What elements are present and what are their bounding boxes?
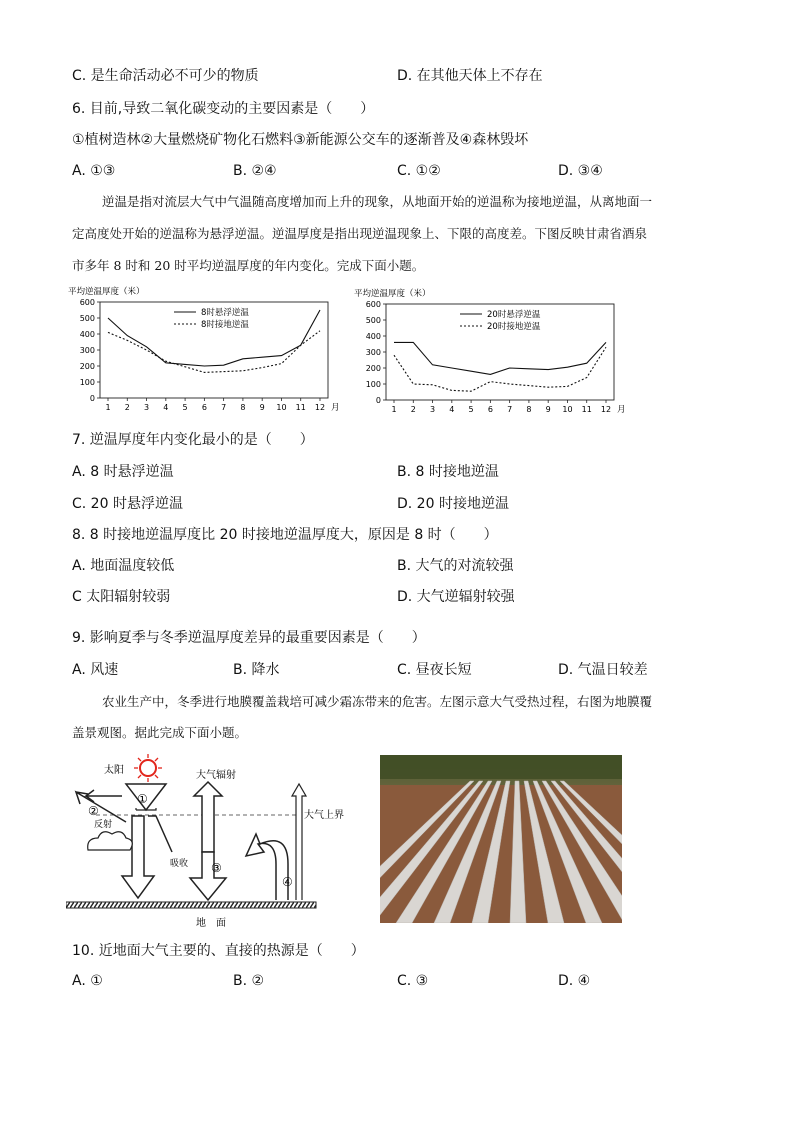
- question-6-items: ①植树造林②大量燃烧矿物化石燃料③新能源公交车的逐渐普及④森林毁坏: [72, 132, 529, 148]
- atm-radiation-down-arrow: [190, 852, 226, 900]
- x-tick-label: 1: [105, 403, 111, 412]
- q8-option-c: C 太阳辐射较弱: [72, 589, 171, 605]
- label-3: ③: [211, 861, 222, 875]
- y-tick-label: 200: [79, 362, 95, 371]
- y-tick-label: 400: [365, 332, 381, 341]
- x-unit-label: 月: [617, 405, 626, 415]
- sun-icon: [134, 754, 162, 782]
- q7-option-c: C. 20 时悬浮逆温: [72, 496, 183, 512]
- y-tick-label: 600: [79, 298, 95, 307]
- x-tick-label: 5: [182, 403, 188, 412]
- y-tick-label: 0: [375, 396, 381, 405]
- x-tick-label: 11: [295, 403, 306, 412]
- x-tick-label: 4: [163, 403, 169, 412]
- atmosphere-heating-diagram: [66, 752, 376, 932]
- x-tick-label: 10: [276, 403, 287, 412]
- q9-option-d: D. 气温日较差: [558, 662, 648, 678]
- y-tick-label: 0: [89, 394, 95, 403]
- question-9-stem: 9. 影响夏季与冬季逆温厚度差异的最重要因素是（ ）: [72, 630, 426, 646]
- x-tick-label: 9: [259, 403, 265, 412]
- y-tick-label: 600: [365, 300, 381, 309]
- x-tick-label: 9: [545, 405, 551, 414]
- atm-radiation-up-arrow: [194, 782, 222, 852]
- passage-1-line-3: 市多年 8 时和 20 时平均逆温厚度的年内变化。完成下面小题。: [72, 258, 425, 273]
- y-axis-label: 平均逆温厚度（米）: [68, 287, 145, 297]
- legend-label-1: 8时悬浮逆温: [201, 308, 249, 318]
- absorb-label: 吸收: [170, 859, 189, 869]
- passage-2-line-1: 农业生产中，冬季进行地膜覆盖栽培可减少霜冻带来的危害。左图示意大气受热过程，右图为地膜覆: [102, 694, 653, 709]
- y-tick-label: 200: [365, 364, 381, 373]
- q8-option-b: B. 大气的对流较强: [397, 558, 514, 574]
- q10-option-d: D. ④: [558, 973, 591, 989]
- x-tick-label: 8: [526, 405, 532, 414]
- x-tick-label: 6: [201, 403, 207, 412]
- x-tick-label: 7: [507, 405, 513, 414]
- label-4: ④: [282, 875, 293, 889]
- question-10-stem: 10. 近地面大气主要的、直接的热源是（ ）: [72, 943, 365, 959]
- x-tick-label: 5: [468, 405, 474, 414]
- x-tick-label: 3: [429, 405, 436, 414]
- plastic-mulch-photo: [380, 755, 622, 923]
- q6-option-c: C. ①②: [397, 163, 441, 179]
- passage-1-line-1: 逆温是指对流层大气中气温随高度增加而上升的现象，从地面开始的逆温称为接地逆温，从离地面一: [102, 194, 653, 209]
- legend-label-1: 20时悬浮逆温: [487, 310, 541, 320]
- q7-option-b: B. 8 时接地逆温: [397, 464, 499, 480]
- option-c: C. 是生命活动必不可少的物质: [72, 68, 259, 84]
- x-tick-label: 1: [391, 405, 397, 414]
- x-tick-label: 12: [314, 403, 326, 412]
- q7-option-a: A. 8 时悬浮逆温: [72, 464, 174, 480]
- series-line-1: [108, 310, 320, 366]
- x-tick-label: 2: [124, 403, 130, 412]
- sun-label: 太阳: [104, 765, 124, 776]
- q10-option-b: B. ②: [233, 973, 265, 989]
- x-tick-label: 4: [449, 405, 455, 414]
- legend-label-2: 20时接地逆温: [487, 322, 541, 332]
- passage-2-line-2: 盖景观图。据此完成下面小题。: [72, 725, 248, 740]
- ground-solar-arrow: [122, 816, 154, 898]
- x-tick-label: 3: [143, 403, 150, 412]
- legend-label-2: 8时接地逆温: [201, 320, 249, 330]
- series-line-1: [394, 342, 606, 374]
- chart-8h-inversion: [66, 284, 346, 416]
- passage-1-line-2: 定高度处开始的逆温称为悬浮逆温。逆温厚度是指出现逆温现象上、下限的高度差。下图反映甘肃省酒泉: [72, 226, 648, 241]
- chart-20h-inversion: [352, 286, 632, 416]
- x-unit-label: 月: [331, 403, 340, 413]
- q9-option-b: B. 降水: [233, 662, 280, 678]
- q10-option-a: A. ①: [72, 973, 103, 989]
- y-axis-label: 平均逆温厚度（米）: [354, 289, 431, 299]
- y-tick-label: 500: [365, 316, 381, 325]
- ground-label: 地 面: [196, 918, 226, 929]
- x-tick-label: 8: [240, 403, 246, 412]
- question-6-stem: 6. 目前,导致二氧化碳变动的主要因素是（ ）: [72, 101, 375, 117]
- x-tick-label: 10: [562, 405, 573, 414]
- question-7-stem: 7. 逆温厚度年内变化最小的是（ ）: [72, 432, 314, 448]
- x-tick-label: 7: [221, 403, 227, 412]
- q8-option-d: D. 大气逆辐射较强: [397, 589, 515, 605]
- option-d: D. 在其他天体上不存在: [397, 68, 543, 84]
- cloud-icon: [88, 832, 133, 850]
- y-tick-label: 500: [79, 314, 95, 323]
- q6-option-a: A. ①③: [72, 163, 116, 179]
- series-line-2: [394, 347, 606, 391]
- ground-radiation-arrow: [246, 834, 288, 900]
- x-tick-label: 6: [487, 405, 493, 414]
- x-tick-label: 2: [410, 405, 416, 414]
- y-tick-label: 300: [365, 348, 381, 357]
- q10-option-c: C. ③: [397, 973, 429, 989]
- y-tick-label: 100: [79, 378, 95, 387]
- q9-option-a: A. 风速: [72, 662, 119, 678]
- atm-radiation-label: 大气辐射: [196, 770, 236, 781]
- question-8-stem: 8. 8 时接地逆温厚度比 20 时接地逆温厚度大，原因是 8 时（ ）: [72, 527, 498, 543]
- label-1: ①: [137, 792, 148, 806]
- y-tick-label: 100: [365, 380, 381, 389]
- atmosphere-top-label: 大气上界: [304, 810, 344, 821]
- q7-option-d: D. 20 时接地逆温: [397, 496, 509, 512]
- reflect-label: 反射: [94, 820, 113, 830]
- y-tick-label: 300: [79, 346, 95, 355]
- x-tick-label: 11: [581, 405, 592, 414]
- label-2: ②: [88, 804, 99, 818]
- q6-option-b: B. ②④: [233, 163, 277, 179]
- q9-option-c: C. 昼夜长短: [397, 662, 472, 678]
- q6-option-d: D. ③④: [558, 163, 603, 179]
- y-tick-label: 400: [79, 330, 95, 339]
- x-tick-label: 12: [600, 405, 612, 414]
- q8-option-a: A. 地面温度较低: [72, 558, 175, 574]
